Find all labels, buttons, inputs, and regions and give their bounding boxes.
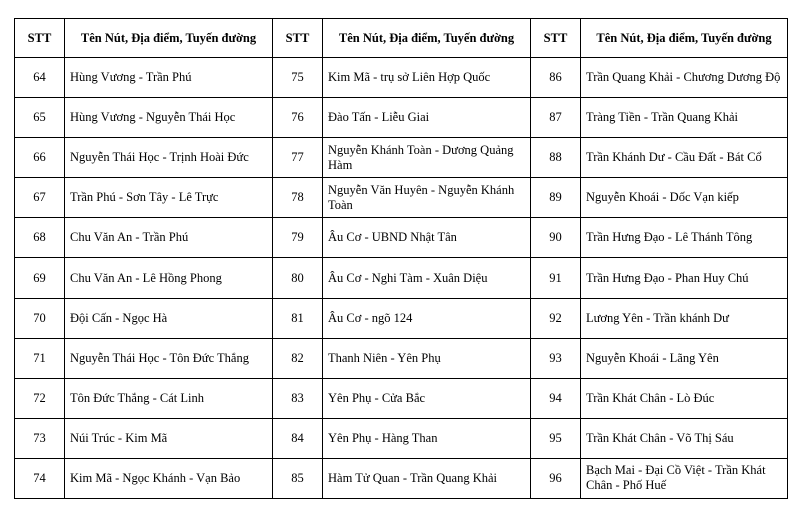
stt-cell: 92 (531, 298, 581, 338)
location-name-cell: Trần Phú - Sơn Tây - Lê Trực (65, 178, 273, 218)
table-row (15, 418, 788, 458)
stt-cell: 66 (15, 138, 65, 178)
stt-cell: 86 (531, 58, 581, 98)
stt-cell: 94 (531, 378, 581, 418)
location-name-cell: Trần Quang Khải - Chương Dương Độ (581, 58, 788, 98)
location-name-cell: Âu Cơ - Nghi Tàm - Xuân Diệu (323, 258, 531, 298)
stt-cell: 71 (15, 338, 65, 378)
route-table (14, 18, 788, 499)
location-name-cell: Tràng Tiền - Trần Quang Khải (581, 98, 788, 138)
location-name-cell: Chu Văn An - Trần Phú (65, 218, 273, 258)
location-name-cell: Trần Hưng Đạo - Lê Thánh Tông (581, 218, 788, 258)
table-row (15, 138, 788, 178)
stt-cell: 67 (15, 178, 65, 218)
stt-cell: 87 (531, 98, 581, 138)
location-name-cell: Trần Khánh Dư - Cầu Đất - Bát Cổ (581, 138, 788, 178)
location-name-cell: Nguyễn Văn Huyên - Nguyễn Khánh Toàn (323, 178, 531, 218)
table-row (15, 258, 788, 298)
header-name-2: Tên Nút, Địa điểm, Tuyến đường (323, 19, 531, 58)
stt-cell: 78 (273, 178, 323, 218)
stt-cell: 76 (273, 98, 323, 138)
location-name-cell: Chu Văn An - Lê Hồng Phong (65, 258, 273, 298)
location-name-cell: Thanh Niên - Yên Phụ (323, 338, 531, 378)
location-name-cell: Lương Yên - Trần khánh Dư (581, 298, 788, 338)
stt-cell: 90 (531, 218, 581, 258)
stt-cell: 93 (531, 338, 581, 378)
stt-cell: 82 (273, 338, 323, 378)
header-stt-1: STT (15, 19, 65, 58)
header-name-1: Tên Nút, Địa điểm, Tuyến đường (65, 19, 273, 58)
stt-cell: 96 (531, 458, 581, 498)
table-row (15, 58, 788, 98)
stt-cell: 65 (15, 98, 65, 138)
table-header-row (15, 19, 788, 58)
stt-cell: 73 (15, 418, 65, 458)
stt-cell: 77 (273, 138, 323, 178)
location-name-cell: Trần Hưng Đạo - Phan Huy Chú (581, 258, 788, 298)
location-name-cell: Hùng Vương - Trần Phú (65, 58, 273, 98)
location-name-cell: Hùng Vương - Nguyễn Thái Học (65, 98, 273, 138)
stt-cell: 69 (15, 258, 65, 298)
stt-cell: 64 (15, 58, 65, 98)
location-name-cell: Kim Mã - trụ sở Liên Hợp Quốc (323, 58, 531, 98)
location-name-cell: Nguyễn Khoái - Dốc Vạn kiếp (581, 178, 788, 218)
stt-cell: 91 (531, 258, 581, 298)
table-row (15, 338, 788, 378)
location-name-cell: Tôn Đức Thắng - Cát Linh (65, 378, 273, 418)
stt-cell: 83 (273, 378, 323, 418)
header-stt-2: STT (273, 19, 323, 58)
table-row (15, 218, 788, 258)
table-row (15, 378, 788, 418)
stt-cell: 80 (273, 258, 323, 298)
location-name-cell: Nguyễn Khoái - Lãng Yên (581, 338, 788, 378)
location-name-cell: Yên Phụ - Hàng Than (323, 418, 531, 458)
stt-cell: 81 (273, 298, 323, 338)
location-name-cell: Đào Tấn - Liễu Giai (323, 98, 531, 138)
stt-cell: 85 (273, 458, 323, 498)
location-name-cell: Đội Cấn - Ngọc Hà (65, 298, 273, 338)
stt-cell: 89 (531, 178, 581, 218)
table-row (15, 298, 788, 338)
location-name-cell: Âu Cơ - UBND Nhật Tân (323, 218, 531, 258)
location-name-cell: Nguyễn Thái Học - Tôn Đức Thắng (65, 338, 273, 378)
stt-cell: 74 (15, 458, 65, 498)
stt-cell: 70 (15, 298, 65, 338)
table-row (15, 178, 788, 218)
location-name-cell: Âu Cơ - ngõ 124 (323, 298, 531, 338)
stt-cell: 75 (273, 58, 323, 98)
table-body (15, 58, 788, 499)
document-page (14, 18, 788, 499)
location-name-cell: Nguyễn Khánh Toàn - Dương Quảng Hàm (323, 138, 531, 178)
location-name-cell: Kim Mã - Ngọc Khánh - Vạn Bảo (65, 458, 273, 498)
stt-cell: 79 (273, 218, 323, 258)
location-name-cell: Núi Trúc - Kim Mã (65, 418, 273, 458)
stt-cell: 88 (531, 138, 581, 178)
header-stt-3: STT (531, 19, 581, 58)
stt-cell: 72 (15, 378, 65, 418)
location-name-cell: Hàm Tử Quan - Trần Quang Khải (323, 458, 531, 498)
location-name-cell: Nguyễn Thái Học - Trịnh Hoài Đức (65, 138, 273, 178)
stt-cell: 68 (15, 218, 65, 258)
location-name-cell: Trần Khát Chân - Võ Thị Sáu (581, 418, 788, 458)
stt-cell: 95 (531, 418, 581, 458)
header-name-3: Tên Nút, Địa điểm, Tuyến đường (581, 19, 788, 58)
location-name-cell: Yên Phụ - Cửa Bắc (323, 378, 531, 418)
location-name-cell: Trần Khát Chân - Lò Đúc (581, 378, 788, 418)
stt-cell: 84 (273, 418, 323, 458)
table-row (15, 458, 788, 498)
location-name-cell: Bạch Mai - Đại Cồ Việt - Trần Khát Chân - Phố Huế (581, 458, 788, 498)
table-row (15, 98, 788, 138)
